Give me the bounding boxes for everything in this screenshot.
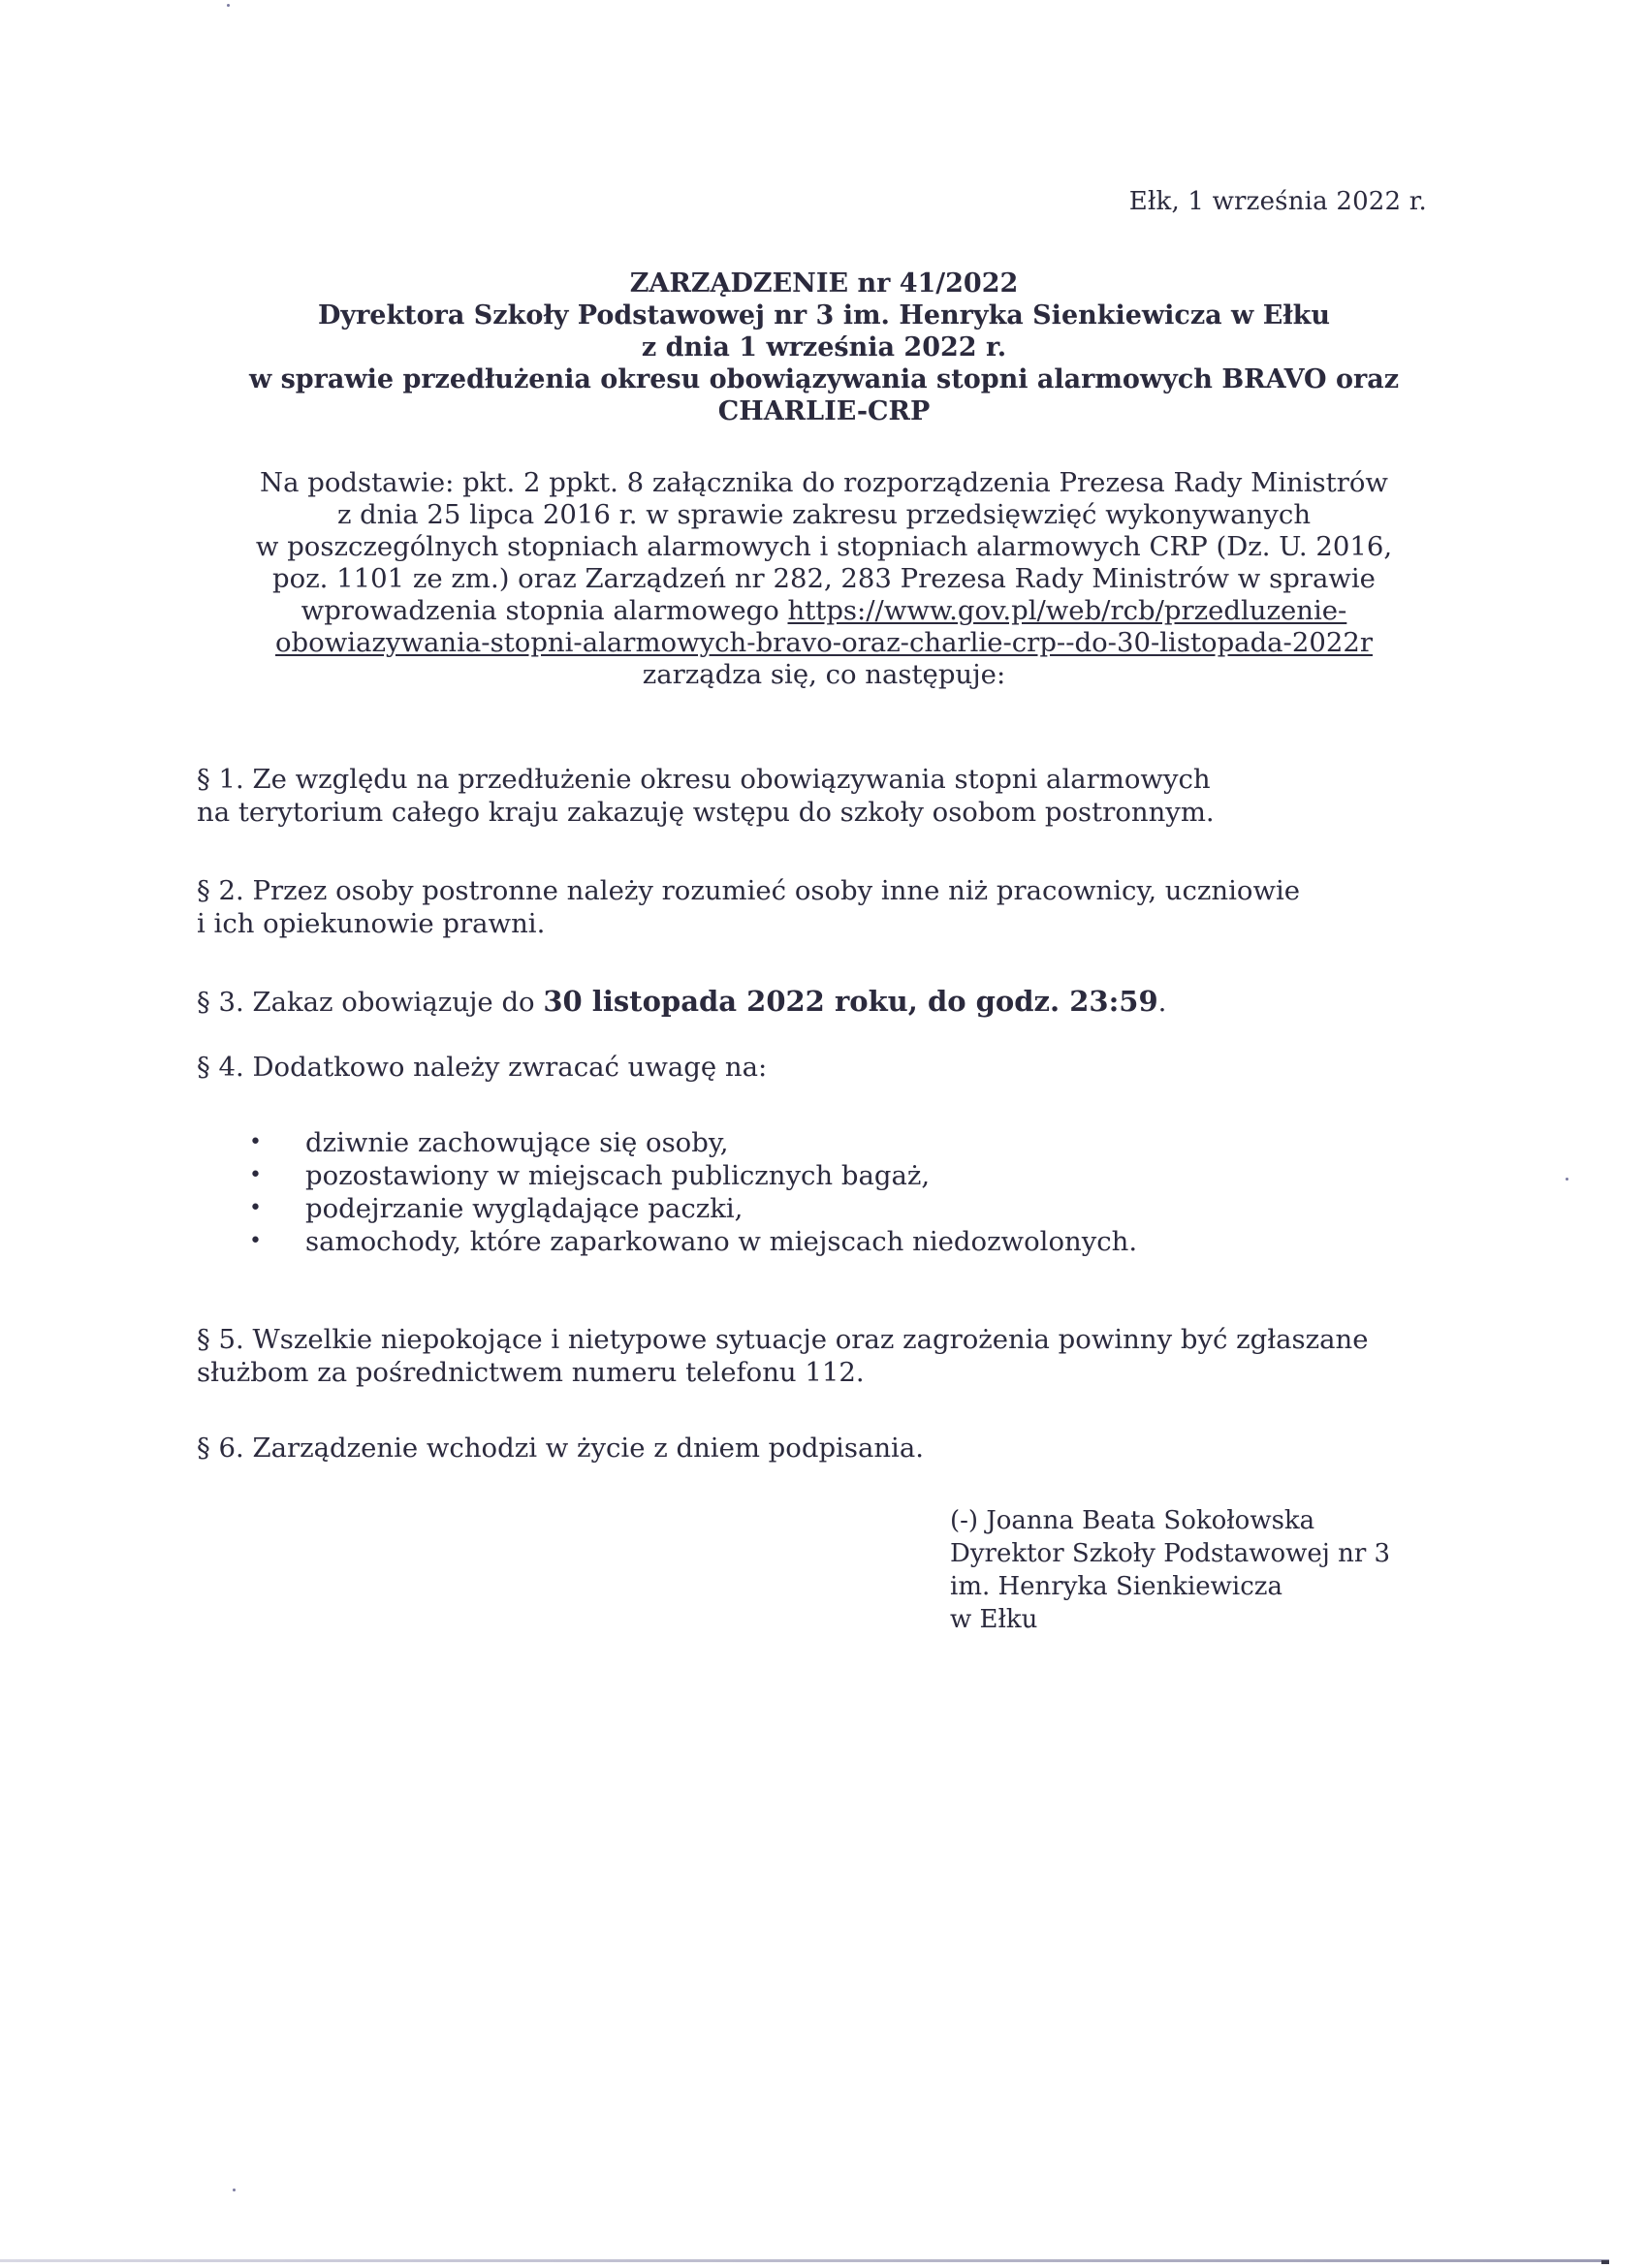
list-item xyxy=(197,1159,1457,1192)
bullet-icon: • xyxy=(249,1163,262,1187)
list-item-text: samochody, które zaparkowano w miejscach niedozwolonych. xyxy=(305,1226,1138,1257)
preamble-line: Na podstawie: pkt. 2 ppkt. 8 załącznika do rozporządzenia Prezesa Rady Ministrów xyxy=(260,467,1388,498)
preamble-line: z dnia 25 lipca 2016 r. w sprawie zakresu przedsięwzięć wykonywanych xyxy=(336,499,1312,530)
list-item-text: dziwnie zachowujące się osoby, xyxy=(305,1127,729,1158)
list-item xyxy=(197,1192,1457,1225)
signature-block xyxy=(950,1504,1454,1636)
section-1-line: na terytorium całego kraju zakazuję wstępu do szkoły osobom postronnym. xyxy=(197,797,1215,828)
bullet-icon: • xyxy=(249,1130,262,1154)
preamble-line: w poszczególnych stopniach alarmowych i stopniach alarmowych CRP (Dz. U. 2016, xyxy=(255,531,1393,562)
gov-link-part2[interactable]: obowiazywania-stopni-alarmowych-bravo-oraz-charlie-crp--do-30-listopada-2022r xyxy=(275,627,1373,658)
section-3-end: . xyxy=(1157,987,1167,1018)
scan-speck xyxy=(1566,1178,1568,1181)
heading-issuer: Dyrektora Szkoły Podstawowej nr 3 im. Henryka Sienkiewicza w Ełku xyxy=(317,300,1331,331)
section-3 xyxy=(197,985,1457,1019)
section-5-line: § 5. Wszelkie niepokojące i nietypowe sytuacje oraz zagrożenia powinny być zgłaszane xyxy=(197,1324,1369,1355)
list-item xyxy=(197,1126,1457,1159)
section-2-line: i ich opiekunowie prawni. xyxy=(197,908,546,939)
preamble-line xyxy=(194,627,1454,659)
heading-date: z dnia 1 września 2022 r. xyxy=(641,332,1007,362)
heading-subject: w sprawie przedłużenia okresu obowiązywania stopni alarmowych BRAVO oraz xyxy=(248,364,1400,394)
scan-speck xyxy=(233,2189,236,2191)
section-5-line: służbom za pośrednictwem numeru telefonu 112. xyxy=(197,1357,865,1388)
list-item-text: podejrzanie wyglądające paczki, xyxy=(305,1193,744,1224)
section-1 xyxy=(197,763,1457,829)
list-item xyxy=(197,1225,1457,1258)
scan-corner-shadow xyxy=(1601,2260,1609,2264)
preamble-text: wprowadzenia stopnia alarmowego xyxy=(301,595,788,626)
bullet-icon: • xyxy=(249,1196,262,1220)
section-5 xyxy=(197,1323,1457,1389)
preamble-line: poz. 1101 ze zm.) oraz Zarządzeń nr 282, 283 Prezesa Rady Ministrów w sprawie xyxy=(272,563,1376,594)
signatory-title: Dyrektor Szkoły Podstawowej nr 3 xyxy=(950,1539,1391,1568)
scan-bottom-edge xyxy=(0,2259,1609,2262)
section-2-line: § 2. Przez osoby postronne należy rozumieć osoby inne niż pracownicy, uczniowie xyxy=(197,875,1301,906)
document-heading xyxy=(194,268,1454,427)
section-4: § 4. Dodatkowo należy zwracać uwagę na: xyxy=(197,1052,768,1083)
list-item-text: pozostawiony w miejscach publicznych bagaż, xyxy=(305,1160,931,1191)
signatory-title-cont: im. Henryka Sienkiewicza xyxy=(950,1572,1282,1601)
section-6: § 6. Zarządzenie wchodzi w życie z dniem podpisania. xyxy=(197,1433,924,1464)
section-3-text: § 3. Zakaz obowiązuje do xyxy=(197,987,544,1018)
heading-subject-cont: CHARLIE-CRP xyxy=(717,396,931,426)
heading-title: ZARZĄDZENIE nr 41/2022 xyxy=(629,268,1019,299)
preamble-line xyxy=(194,595,1454,627)
signatory-location: w Ełku xyxy=(950,1605,1038,1634)
legal-basis-preamble xyxy=(194,467,1454,691)
attention-list xyxy=(197,1126,1457,1258)
gov-link-part1[interactable]: https://www.gov.pl/web/rcb/przedluzenie- xyxy=(787,595,1347,626)
section-2 xyxy=(197,874,1457,940)
signatory-name: (-) Joanna Beata Sokołowska xyxy=(950,1506,1315,1535)
preamble-closing: zarządza się, co następuje: xyxy=(642,659,1006,690)
place-date: Ełk, 1 września 2022 r. xyxy=(1128,187,1427,216)
section-3-deadline: 30 listopada 2022 roku, do godz. 23:59 xyxy=(543,985,1158,1018)
section-1-line: § 1. Ze względu na przedłużenie okresu obowiązywania stopni alarmowych xyxy=(197,764,1211,795)
bullet-icon: • xyxy=(249,1229,262,1253)
scan-speck xyxy=(227,4,230,7)
